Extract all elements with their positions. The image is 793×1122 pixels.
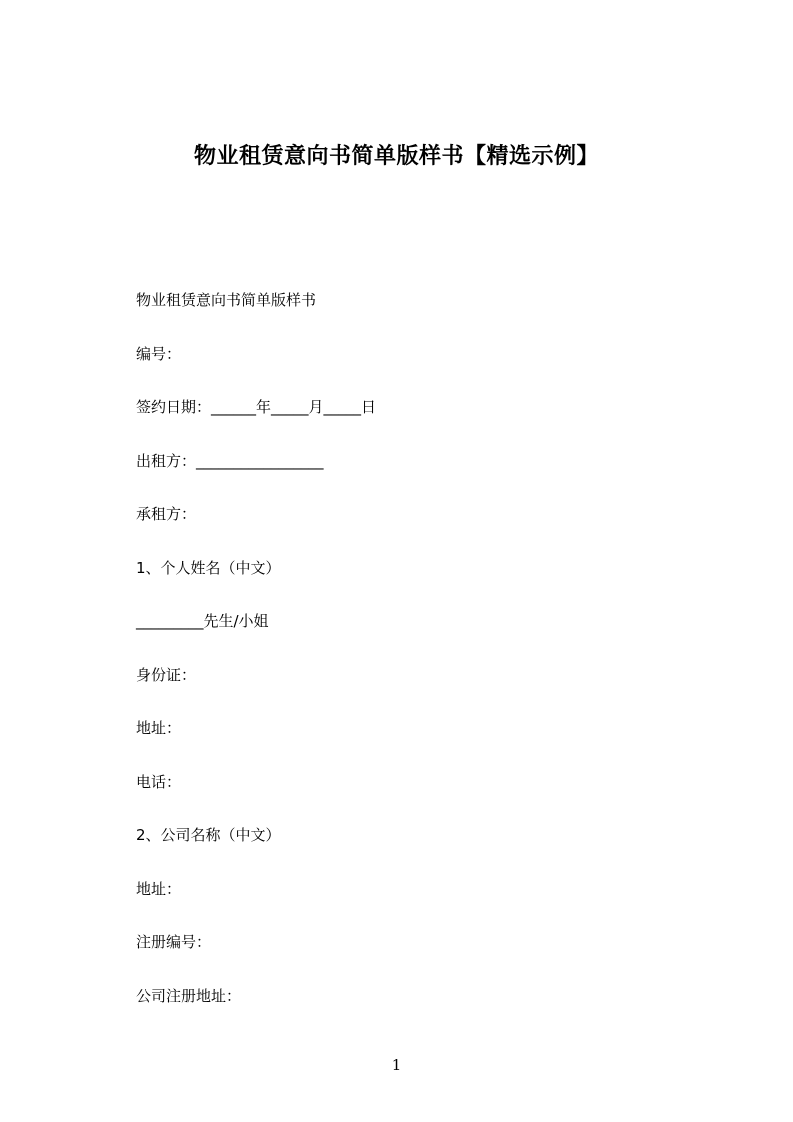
document-body [136, 289, 376, 1038]
body-line-id-card: 身份证： [136, 665, 197, 684]
document-title: 物业租赁意向书简单版样书【精选示例】 [193, 144, 599, 169]
body-line-sign-date: 签约日期：______年_____月_____日 [136, 398, 377, 416]
body-line-company-address: 地址： [136, 879, 182, 898]
body-line-address: 地址： [136, 719, 182, 737]
body-line-registration-number: 注册编号： [136, 933, 212, 951]
page-number: 1 [391, 1056, 402, 1074]
body-line-company-name: 2、公司名称（中文） [136, 826, 281, 844]
body-line-lessor: 出租方：_________________ [136, 451, 324, 470]
body-line-number: 编号： [136, 344, 182, 363]
body-line-personal-name: 1、个人姓名（中文） [136, 558, 281, 577]
body-line-phone: 电话： [136, 772, 182, 791]
body-line-mr-ms: _________先生/小姐 [136, 612, 269, 630]
body-line-registered-address: 公司注册地址： [136, 986, 242, 1005]
body-line-lessee: 承租方： [136, 505, 197, 523]
body-line-subtitle: 物业租赁意向书简单版样书 [136, 291, 317, 309]
